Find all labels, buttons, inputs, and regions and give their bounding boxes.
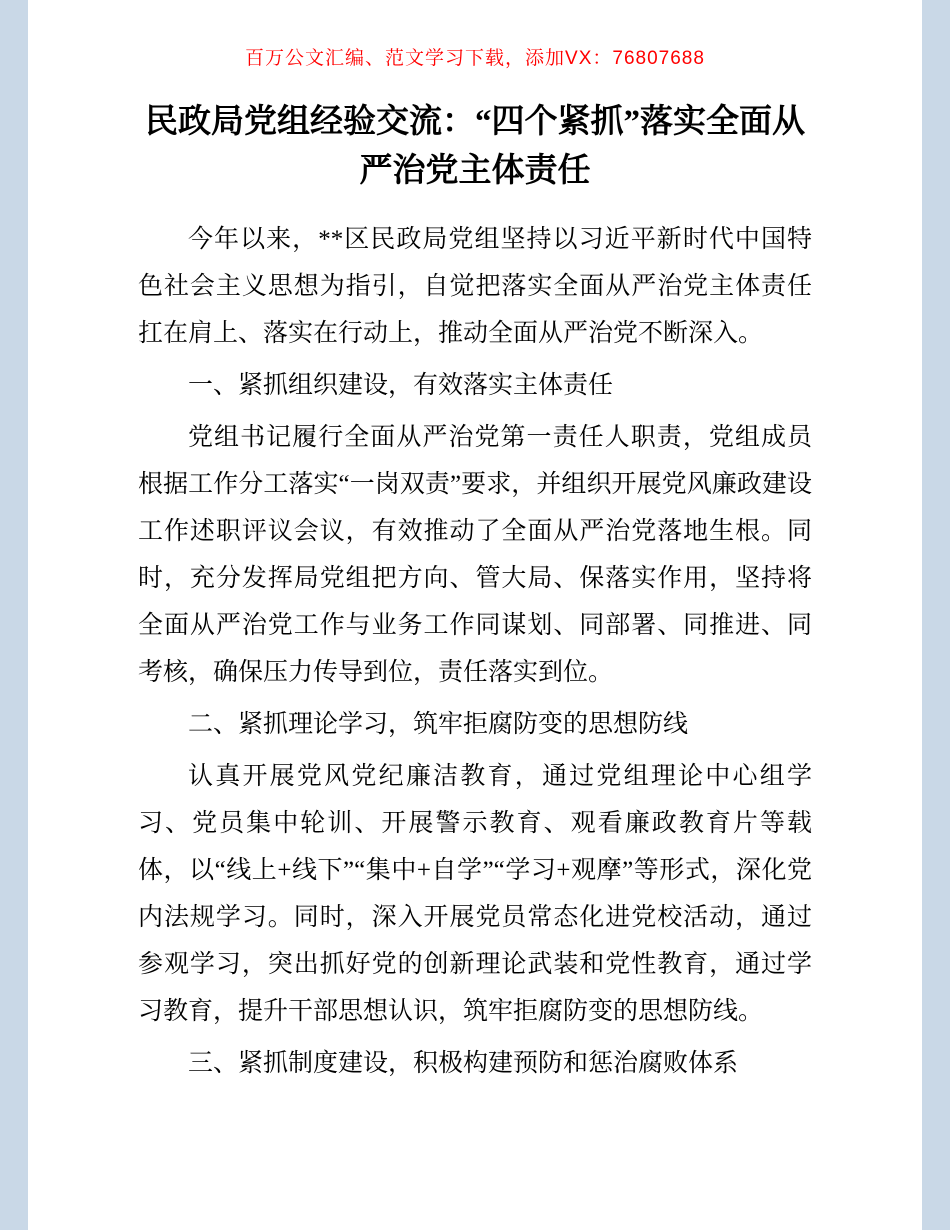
paragraph-section-1: 党组书记履行全面从严治党第一责任人职责，党组成员根据工作分工落实“一岗双责”要求，并组织开展党风廉政建设工作述职评议会议，有效推动了全面从严治党落地生根。同时，充分发挥局党组把方向、管大局、保落实作用，坚持将全面从严治党工作与业务工作同谋划、同部署、同推进、同考核，确保压力传导到位，责任落实到位。 (138, 424, 812, 686)
document-title: 民政局党组经验交流：“四个紧抓”落实全面从严治党主体责任 (145, 104, 805, 189)
notice-banner: 百万公文汇编、范文学习下载，添加VX：76807688 (245, 48, 705, 69)
paragraph-section-2: 认真开展党风党纪廉洁教育，通过党组理论中心组学习、党员集中轮训、开展警示教育、观看廉政教育片等载体，以“线上+线下”“集中+自学”“学习+观摩”等形式，深化党内法规学习。同时，深入开展党员常态化进党校活动，通过参观学习，突出抓好党的创新理论武装和党性教育，通过学习教育，提升干部思想认识，筑牢拒腐防变的思想防线。 (138, 763, 812, 1025)
paragraph-intro: 今年以来，**区民政局党组坚持以习近平新时代中国特色社会主义思想为指引，自觉把落实全面从严治党主体责任扛在肩上、落实在行动上，推动全面从严治党不断深入。 (138, 226, 812, 347)
section-heading-1: 一、紧抓组织建设，有效落实主体责任 (188, 372, 614, 399)
section-heading-3: 三、紧抓制度建设，积极构建预防和惩治腐败体系 (188, 1050, 739, 1077)
document-page (28, 0, 922, 1230)
document-body (138, 216, 812, 1087)
section-heading-2: 二、紧抓理论学习，筑牢拒腐防变的思想防线 (188, 711, 689, 738)
